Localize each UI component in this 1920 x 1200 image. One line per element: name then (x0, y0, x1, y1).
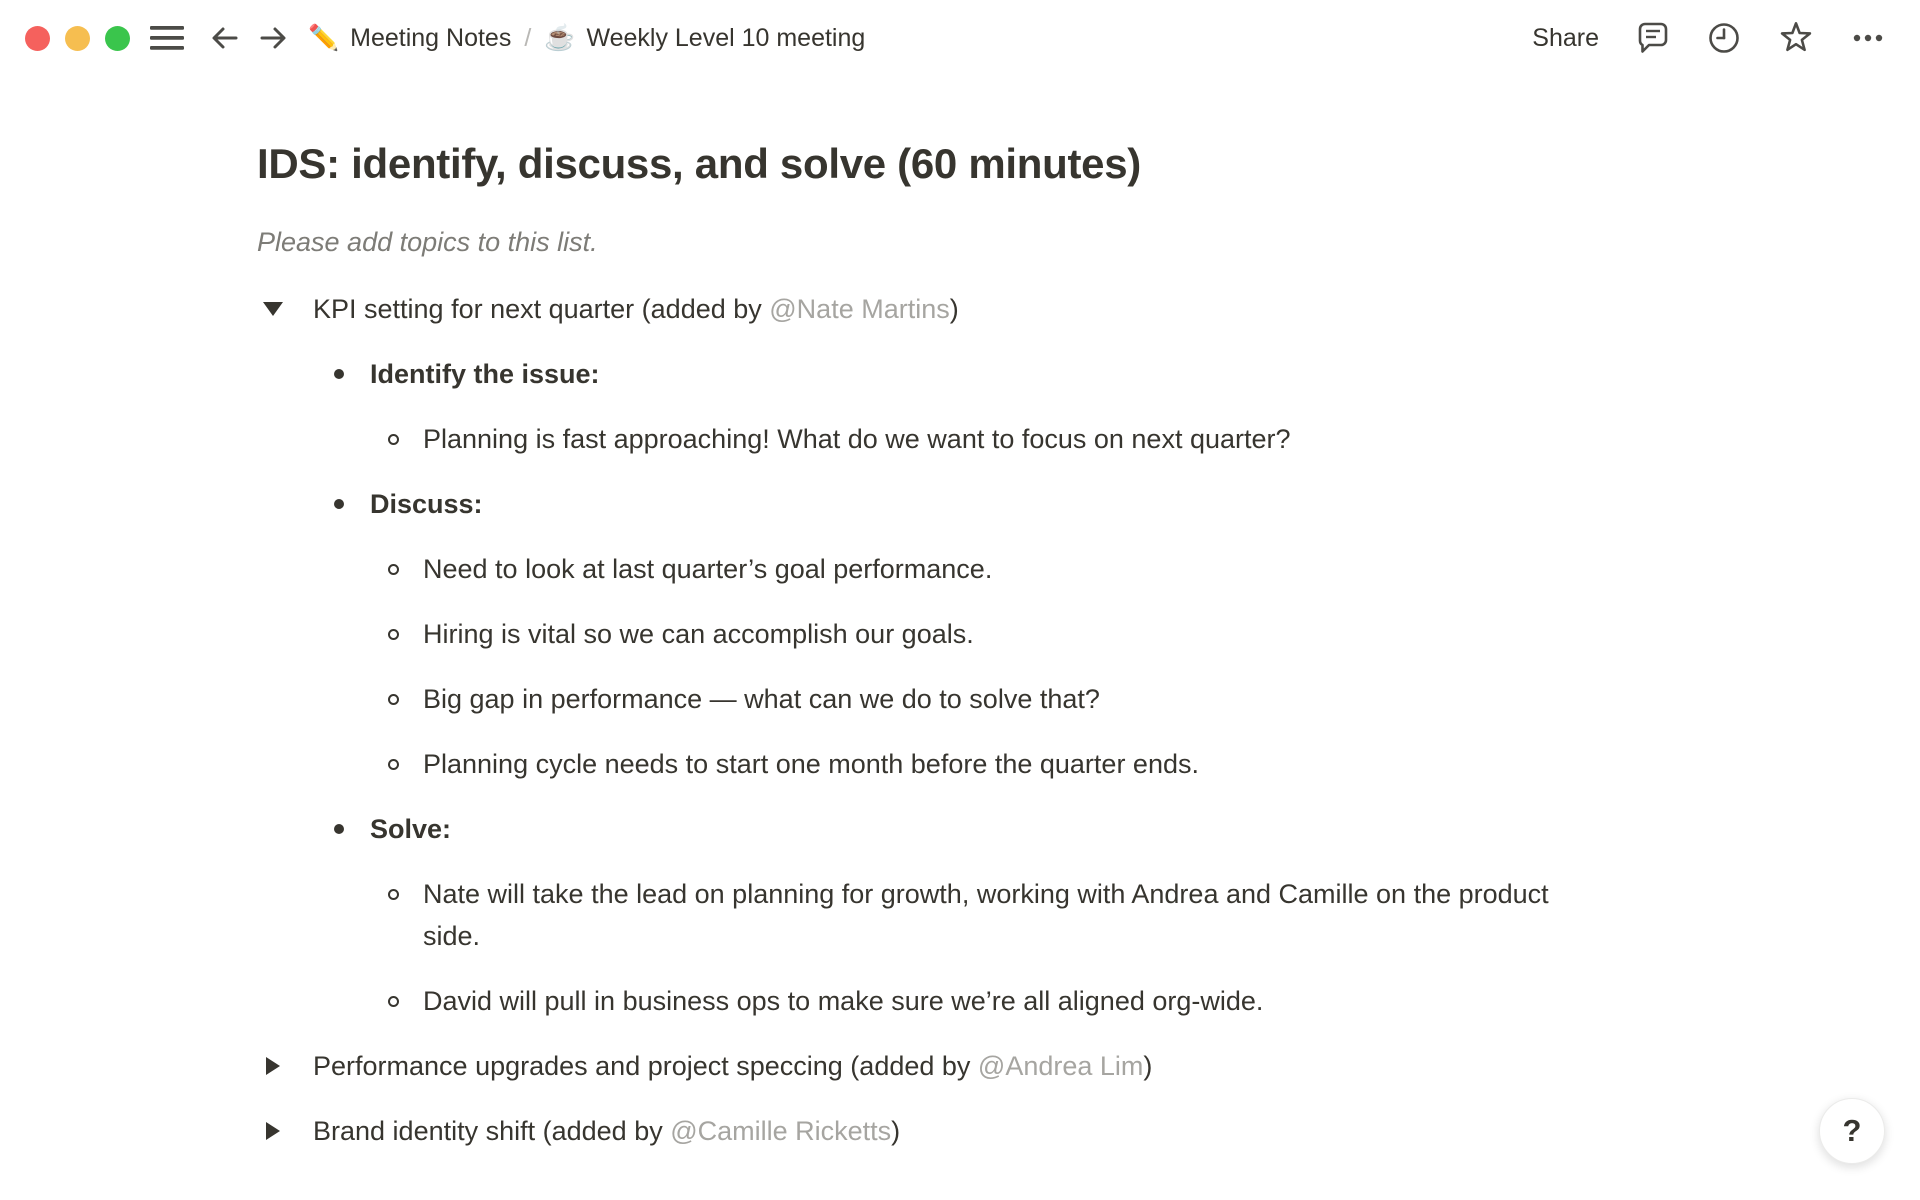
page-content (0, 76, 1920, 1152)
close-window-button[interactable] (25, 26, 50, 51)
list-item (313, 808, 1630, 850)
circle-bullet-icon (388, 694, 399, 705)
traffic-lights (25, 26, 130, 51)
topic-text: KPI setting for next quarter (added by (313, 294, 770, 324)
star-icon (1778, 20, 1814, 56)
sidebar-toggle-button[interactable] (150, 23, 184, 53)
comment-icon (1636, 20, 1670, 56)
help-button[interactable]: ? (1819, 1098, 1885, 1164)
bullet-marker (370, 678, 423, 720)
circle-bullet-icon (388, 759, 399, 770)
hamburger-icon (150, 23, 184, 53)
mention-andrea-lim[interactable]: @Andrea Lim (977, 1051, 1144, 1081)
list-item-text[interactable]: Planning is fast approaching! What do we want to focus on next quarter? (423, 424, 1291, 454)
list-item-text[interactable]: Planning cycle needs to start one month before the quarter ends. (423, 749, 1199, 779)
toggle-topic-text[interactable] (313, 288, 959, 330)
bullet-marker (370, 548, 423, 590)
bullet-marker (313, 483, 370, 525)
breadcrumb-current-page[interactable]: Weekly Level 10 meeting (586, 23, 866, 52)
share-button[interactable]: Share (1532, 23, 1599, 52)
circle-bullet-icon (388, 889, 399, 900)
list-item (370, 980, 1630, 1022)
forward-button[interactable] (258, 23, 288, 53)
bullet-icon (334, 824, 344, 834)
list-item-text[interactable]: Nate will take the lead on planning for growth, working with Andrea and Camille on the product side. (423, 879, 1549, 951)
comments-button[interactable] (1636, 20, 1670, 56)
toggle-marker (257, 1110, 313, 1152)
toggle-topic-text[interactable] (313, 1110, 900, 1152)
bullet-marker (313, 353, 370, 395)
list-item (370, 678, 1630, 720)
list-item-text[interactable]: Hiring is vital so we can accomplish our goals. (423, 619, 974, 649)
bullet-icon (334, 499, 344, 509)
page-title[interactable]: IDS: identify, discuss, and solve (60 minutes) (257, 140, 1141, 187)
list-item-text[interactable]: Big gap in performance — what can we do to solve that? (423, 684, 1100, 714)
toggle-marker (257, 288, 313, 330)
topic-text-suffix: ) (949, 294, 959, 324)
section-label[interactable]: Identify the issue: (370, 359, 600, 389)
coffee-icon: ☕ (544, 23, 576, 52)
section-label[interactable]: Solve: (370, 814, 452, 844)
toggle-open-icon[interactable] (263, 302, 283, 316)
circle-bullet-icon (388, 564, 399, 575)
list-item-text[interactable]: David will pull in business ops to make sure we’re all aligned org-wide. (423, 986, 1264, 1016)
topic-text: Brand identity shift (added by (313, 1116, 671, 1146)
history-button[interactable] (1707, 21, 1741, 55)
bullet-marker (370, 873, 423, 915)
list-item (370, 743, 1630, 785)
circle-bullet-icon (388, 629, 399, 640)
clock-icon (1707, 21, 1741, 55)
toggle-topic-text[interactable] (313, 1045, 1152, 1087)
back-arrow-icon (210, 23, 240, 53)
bullet-marker (370, 743, 423, 785)
bullet-marker (313, 808, 370, 850)
page-subtitle[interactable]: Please add topics to this list. (257, 227, 598, 257)
back-button[interactable] (210, 23, 240, 53)
list-item (370, 548, 1630, 590)
window-titlebar (0, 0, 1920, 76)
bullet-marker (370, 980, 423, 1022)
list-item (313, 353, 1630, 395)
list-item (313, 483, 1630, 525)
section-label[interactable]: Discuss: (370, 489, 483, 519)
topic-text-suffix: ) (1143, 1051, 1153, 1081)
list-item-text[interactable]: Need to look at last quarter’s goal performance. (423, 554, 993, 584)
forward-arrow-icon (258, 23, 288, 53)
breadcrumb (308, 24, 865, 53)
zoom-window-button[interactable] (105, 26, 130, 51)
mention-nate-martins[interactable]: @Nate Martins (769, 294, 950, 324)
circle-bullet-icon (388, 434, 399, 445)
list-item (370, 873, 1630, 957)
more-options-button[interactable] (1851, 21, 1885, 55)
topic-list (257, 288, 1630, 1152)
more-icon (1851, 21, 1885, 55)
pencil-icon: ✏️ (308, 23, 340, 52)
circle-bullet-icon (388, 996, 399, 1007)
titlebar-actions (1532, 20, 1885, 56)
breadcrumb-meeting-notes[interactable]: Meeting Notes (350, 23, 512, 52)
topic-text: Performance upgrades and project speccing (added by (313, 1051, 978, 1081)
list-item (370, 613, 1630, 655)
minimize-window-button[interactable] (65, 26, 90, 51)
favorite-button[interactable] (1778, 20, 1814, 56)
toggle-topic-performance (257, 1045, 1630, 1087)
toggle-closed-icon[interactable] (266, 1122, 280, 1140)
breadcrumb-separator: / (524, 23, 532, 52)
bullet-icon (334, 369, 344, 379)
mention-camille-ricketts[interactable]: @Camille Ricketts (670, 1116, 892, 1146)
topic-text-suffix: ) (891, 1116, 901, 1146)
list-item (370, 418, 1630, 460)
toggle-closed-icon[interactable] (266, 1057, 280, 1075)
toggle-topic-kpi (257, 288, 1630, 330)
bullet-marker (370, 613, 423, 655)
toggle-topic-brand (257, 1110, 1630, 1152)
bullet-marker (370, 418, 423, 460)
toggle-marker (257, 1045, 313, 1087)
